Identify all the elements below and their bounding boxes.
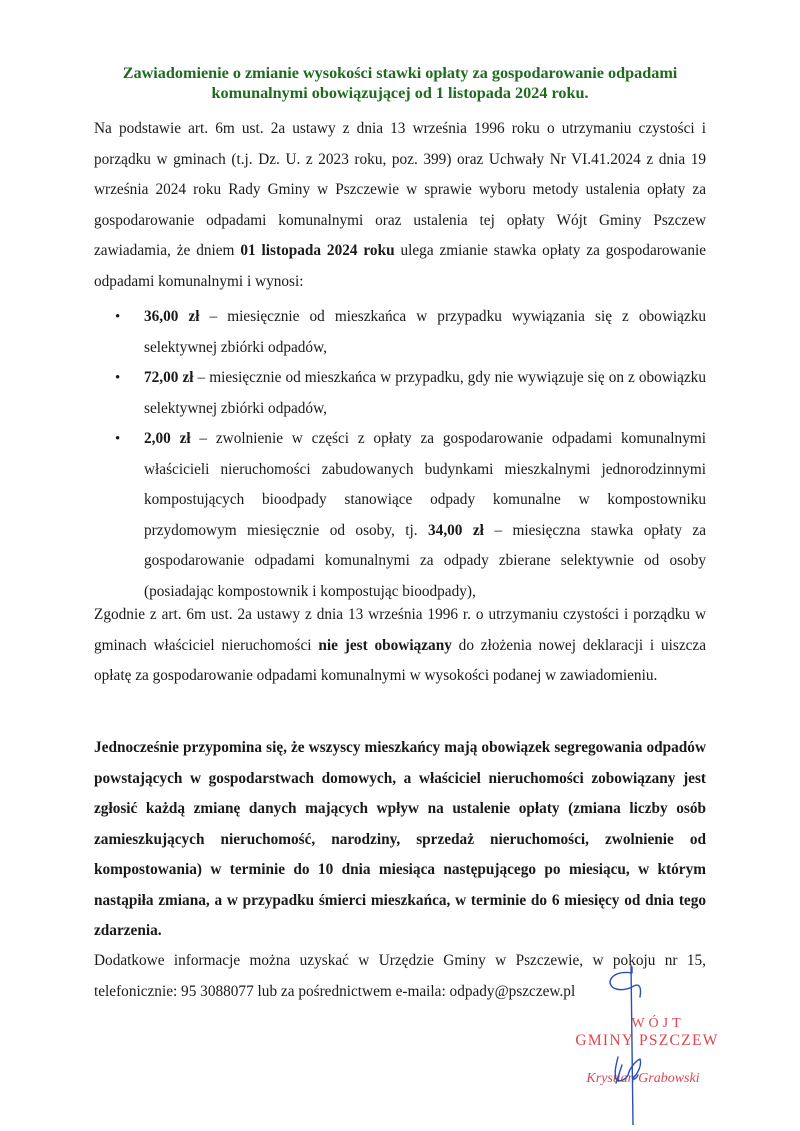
stamp-name: Krystian Grabowski (586, 1071, 700, 1086)
declaration-text-after: do złożenia nowej deklaracji i uiszcza opłatę za gospodarowanie odpadami komunalnymi w wysokości podanej w zawiadomieniu. (94, 636, 707, 684)
stamp-office: GMINY PSZCZEW (575, 1032, 719, 1049)
rate-item-composting (112, 424, 706, 607)
contact-paragraph (94, 946, 706, 1007)
rate-description: – miesięcznie od mieszkańca w przypadku, gdy nie wywiązuje się on z obowiązku selektywnej zbiórki odpadów, (144, 369, 706, 417)
intro-text-before: Na podstawie art. 6m ust. 2a ustawy z dnia 13 września 1996 roku o utrzymaniu czystości i porządku w gminach (t.j. Dz. U. z 2023 roku, poz. 399) oraz Uchwały Nr VI.41.2024 z dnia 19 września 2024 roku Rady Gminy w Pszczewie w sprawie wyboru metody ustalenia opłaty za gospodarowanie odpadami komunalnymi oraz ustalenia tej opłaty Wójt Gminy Pszczew zawiadamia, że dniem (94, 120, 706, 259)
document-title (90, 63, 710, 103)
title-line-1: Zawiadomienie o zmianie wysokości stawki opłaty za gospodarowanie odpadami (122, 64, 678, 82)
title-line-2: komunalnymi obowiązującej od 1 listopada 2024 roku. (211, 84, 589, 102)
declaration-bold: nie jest obowiązany (318, 636, 452, 654)
declaration-paragraph (94, 600, 706, 692)
rate-amount: 2,00 zł (144, 430, 191, 447)
rate-description-composting: – miesięczna stawka opłaty za gospodarowanie odpadami komunalnymi za odpady zbierane selektywnie od osoby (posiadając kompostownik i kompostując bioodpady), (144, 521, 706, 600)
stamp-title: WÓJT (631, 1016, 685, 1031)
contact-email[interactable]: odpady@pszczew.pl (449, 982, 576, 1000)
rate-item-selective (112, 302, 706, 363)
intro-text-after: ulega zmianie stawka opłaty za gospodarowanie odpadami komunalnymi i wynosi: (94, 242, 707, 290)
rate-description: – miesięcznie od mieszkańca w przypadku wywiązania się z obowiązku selektywnej zbiórki odpadów, (144, 308, 706, 356)
declaration-text-before: Zgodnie z art. 6m ust. 2a ustawy z dnia 13 września 1996 r. o utrzymaniu czystości i porządku w gminach właściciel nieruchomości (94, 606, 706, 654)
reminder-paragraph: Jednocześnie przypomina się, że wszyscy mieszkańcy mają obowiązek segregowania odpadów powstających w gospodarstwach domowych, a właściciel nieruchomości zobowiązany jest zgłosić każdą zmianę danych mających wpływ na ustalenie opłaty (zmiana liczby osób zamieszkujących nieruchomość, narodziny, sprzedaż nieruchomości, zwolnienie od kompostowania) w terminie do 10 dnia miesiąca następującego po miesiącu, w którym nastąpiła zmiana, a w przypadku śmierci mieszkańca, w terminie do 6 miesięcy od dnia tego zdarzenia. (94, 739, 706, 939)
rate-description: – zwolnienie w części z opłaty za gospodarowanie odpadami komunalnymi właścicieli nieruchomości zabudowanych budynkami mieszkalnymi jednorodzinnymi kompostujących bioodpady stanowiące odpady komunalne w kompostowniku przydomowym miesięcznie od osoby, tj. (144, 430, 707, 539)
contact-text: Dodatkowe informacje można uzyskać w Urzędzie Gminy w Pszczewie, w pokoju nr 15, telefonicznie: 95 3088077 lub za pośrednictwem e-maila: (94, 952, 706, 1000)
rate-amount: 72,00 zł (144, 369, 194, 386)
rate-amount-composting: 34,00 zł (428, 521, 484, 539)
rate-amount: 36,00 zł (144, 308, 200, 325)
intro-paragraph (94, 114, 706, 297)
rates-list (112, 302, 706, 607)
rate-item-non-selective (112, 363, 706, 424)
effective-date: 01 listopada 2024 roku (240, 242, 395, 259)
official-stamp (560, 1016, 720, 1088)
